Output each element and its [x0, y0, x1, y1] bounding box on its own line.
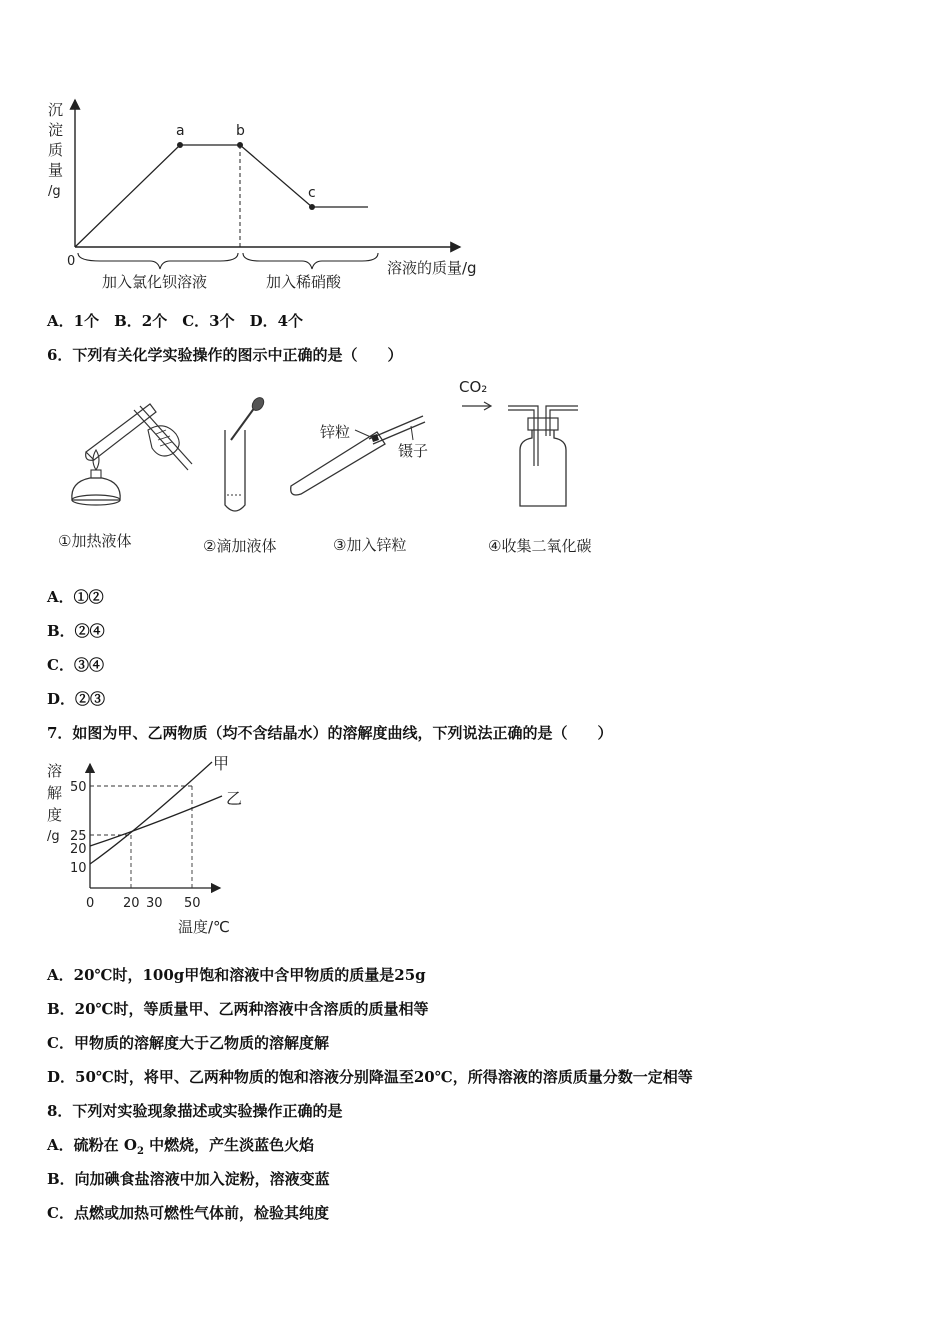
q8-option-a-post: 中燃烧，产生淡蓝色火焰 — [143, 1136, 315, 1154]
q7-curve-yi-label: 乙 — [226, 789, 243, 808]
q7-ytick-10: 10 — [70, 861, 87, 876]
q7-xtick-0: 0 — [86, 896, 95, 911]
q6-option-c: C．③④ — [47, 656, 104, 674]
q8-option-a — [47, 1135, 314, 1162]
q6-caption-2: ②滴加液体 — [203, 537, 277, 555]
q5-y-label-3: 量 — [48, 161, 64, 179]
q7-xtick-50: 50 — [184, 896, 201, 911]
q7-option-d: D．50℃时，将甲、乙两种物质的饱和溶液分别降温至20℃，所得溶液的溶质质量分数一定相等 — [47, 1068, 693, 1086]
q6-figure-gas-bottle — [460, 396, 585, 514]
q7-y-label-1: 解 — [47, 784, 63, 802]
q7-solubility-graph — [40, 752, 260, 942]
q6-caption-1: ①加热液体 — [58, 532, 132, 550]
q7-curve-jia-label: 甲 — [213, 754, 230, 773]
q7-y-label-0: 溶 — [47, 762, 63, 780]
q6-caption-4: ④收集二氧化碳 — [488, 537, 592, 555]
q7-ytick-25: 25 — [70, 829, 87, 844]
q7-xtick-20: 20 — [123, 896, 140, 911]
q6-option-a: A．①② — [47, 588, 104, 606]
q5-point-b: b — [236, 123, 245, 139]
q7-y-label-3: /g — [47, 829, 60, 844]
q5-options: A．1个 B．2个 C．3个 D．4个 — [47, 312, 304, 330]
q6-caption-3: ③加入锌粒 — [333, 536, 407, 554]
q7-ytick-50: 50 — [70, 780, 87, 795]
q7-stem: 7．如图为甲、乙两物质（均不含结晶水）的溶解度曲线，下列说法正确的是（ ） — [47, 724, 613, 742]
q5-origin: 0 — [67, 254, 76, 269]
q6-label-zinc: 锌粒 — [320, 423, 351, 441]
q7-option-c: C．甲物质的溶解度大于乙物质的溶解度解 — [47, 1034, 329, 1052]
q8-option-c: C．点燃或加热可燃性气体前，检验其纯度 — [47, 1204, 329, 1222]
q5-y-label-0: 沉 — [48, 101, 64, 119]
q5-y-label-1: 淀 — [48, 121, 64, 139]
q8-option-a-sub: 2 — [136, 1146, 144, 1157]
q6-label-tweezers: 镊子 — [398, 442, 429, 460]
q7-option-b: B．20℃时，等质量甲、乙两种溶液中含溶质的质量相等 — [47, 1000, 429, 1018]
q6-figure-dropping-liquid — [215, 395, 275, 520]
q5-segment2-label: 加入稀硝酸 — [266, 273, 342, 291]
q7-option-a: A．20℃时，100g甲饱和溶液中含甲物质的质量是25g — [47, 966, 426, 984]
q7-x-axis-label: 温度/℃ — [178, 918, 230, 936]
q6-option-b: B．②④ — [47, 622, 105, 640]
q5-precipitate-graph — [40, 95, 500, 300]
q8-option-b: B．向加碘食盐溶液中加入淀粉，溶液变蓝 — [47, 1170, 330, 1188]
q8-stem: 8．下列对实验现象描述或实验操作正确的是 — [47, 1102, 343, 1120]
q5-point-a: a — [176, 123, 185, 139]
q7-xtick-30: 30 — [146, 896, 163, 911]
q7-ytick-20: 20 — [70, 842, 87, 857]
q8-option-a-pre: A．硫粉在 O — [47, 1136, 137, 1154]
q6-option-d: D．②③ — [47, 690, 106, 708]
q5-y-label-2: 质 — [48, 141, 64, 159]
q5-point-c: c — [308, 185, 316, 201]
q5-y-label-4: /g — [48, 184, 61, 199]
q6-label-co2: CO₂ — [459, 378, 488, 396]
q7-y-label-2: 度 — [47, 806, 63, 824]
q5-segment1-label: 加入氯化钡溶液 — [102, 273, 208, 291]
q6-figure-heating-liquid — [60, 390, 200, 515]
q6-stem: 6．下列有关化学实验操作的图示中正确的是（ ） — [47, 346, 403, 364]
q5-x-axis-label: 溶液的质量/g — [387, 259, 477, 277]
